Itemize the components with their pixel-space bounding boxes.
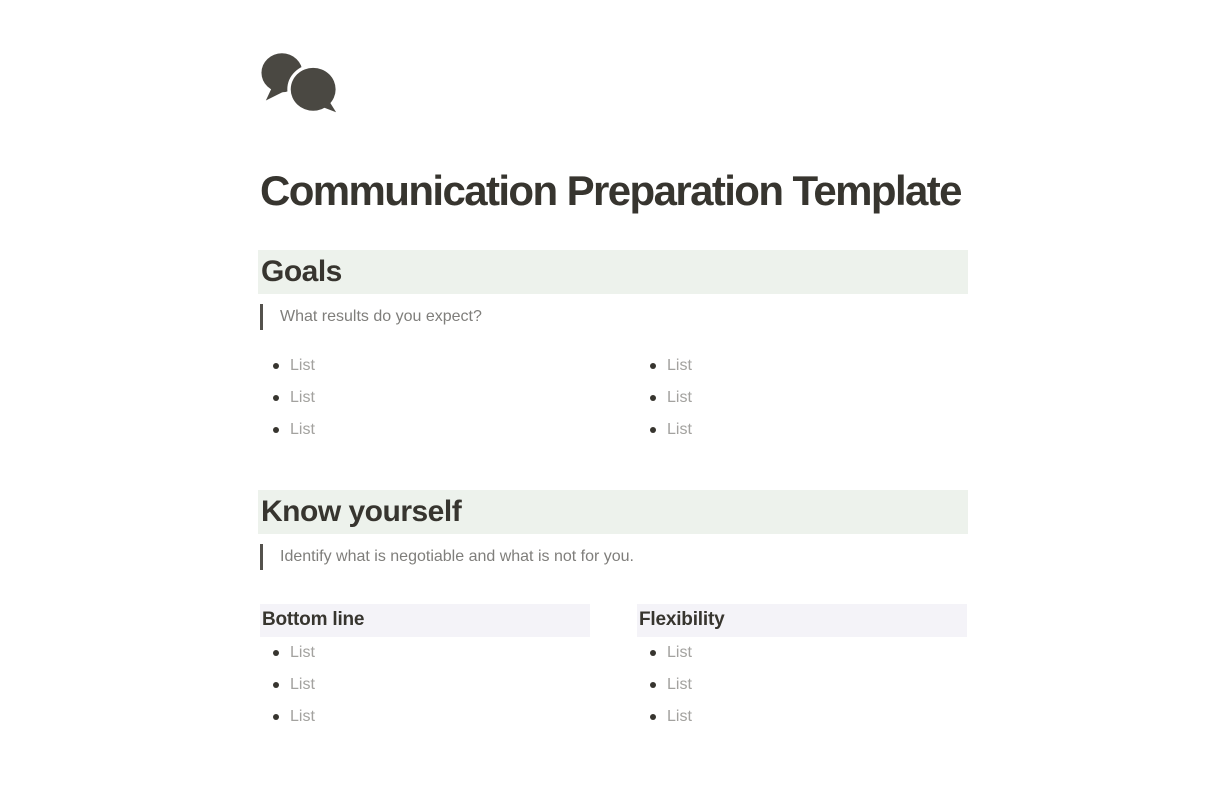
speech-bubbles-icon (260, 52, 340, 114)
column-bottom-line (260, 604, 590, 733)
know-yourself-quote-text: Identify what is negotiable and what is not for you. (280, 548, 634, 565)
page-icon[interactable] (260, 52, 340, 114)
section-know-yourself (260, 490, 967, 733)
section-goals (260, 250, 967, 446)
page-title[interactable]: Communication Preparation Template (260, 167, 961, 214)
goals-heading[interactable]: Goals (258, 250, 968, 294)
list-item[interactable]: List (637, 637, 967, 669)
know-yourself-heading[interactable]: Know yourself (258, 490, 968, 534)
list-item[interactable]: List (637, 382, 967, 414)
goals-quote-text: What results do you expect? (280, 308, 482, 325)
list-item[interactable]: List (260, 350, 590, 382)
bottom-line-heading[interactable]: Bottom line (260, 604, 590, 637)
list-item[interactable]: List (260, 637, 590, 669)
goals-list-right (637, 350, 967, 446)
page-content (260, 0, 967, 733)
list-item[interactable]: List (260, 701, 590, 733)
bottom-line-list (260, 637, 590, 733)
column-flexibility (637, 604, 967, 733)
list-item[interactable]: List (637, 414, 967, 446)
goals-quote[interactable] (260, 304, 967, 330)
list-item[interactable]: List (637, 669, 967, 701)
goals-list-left (260, 350, 590, 446)
flexibility-heading[interactable]: Flexibility (637, 604, 967, 637)
know-yourself-columns (260, 604, 967, 733)
list-item[interactable]: List (260, 382, 590, 414)
goals-columns (260, 350, 967, 446)
know-yourself-quote[interactable] (260, 544, 967, 570)
list-item[interactable]: List (260, 414, 590, 446)
flexibility-list (637, 637, 967, 733)
list-item[interactable]: List (637, 350, 967, 382)
list-item[interactable]: List (637, 701, 967, 733)
list-item[interactable]: List (260, 669, 590, 701)
